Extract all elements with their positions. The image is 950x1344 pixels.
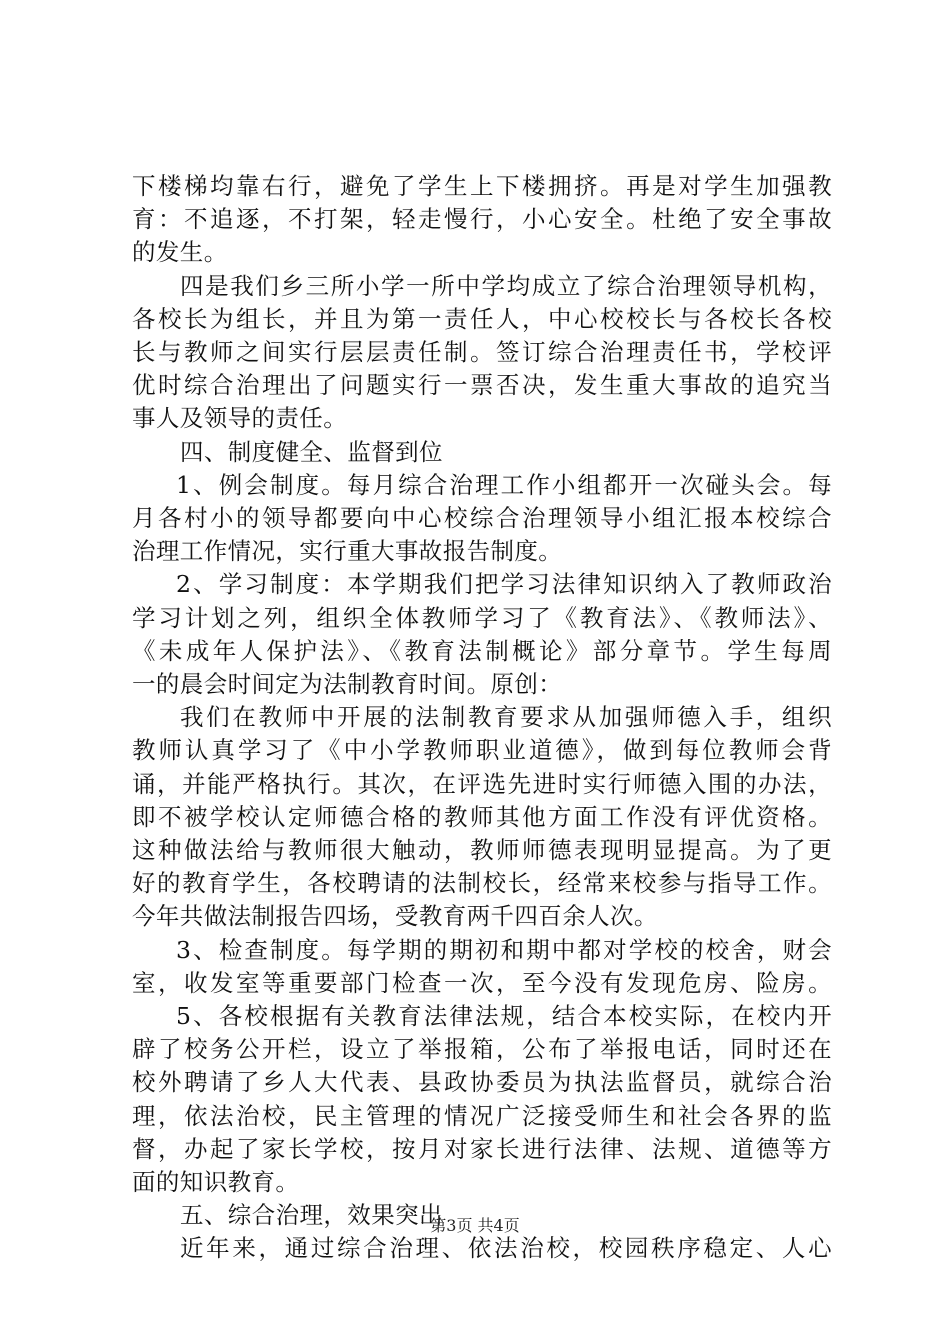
text-line: 校外聘请了乡人大代表、县政协委员为执法监督员，就综合治: [132, 1068, 832, 1096]
text-line: 督，办起了家长学校，按月对家长进行法律、法规、道德等方: [132, 1135, 832, 1163]
text-line: 辟了校务公开栏，设立了举报箱，公布了举报电话，同时还在: [132, 1035, 832, 1063]
text-line: 事人及领导的责任。: [132, 404, 348, 432]
text-line: 室，收发室等重要部门检查一次，至今没有发现危房、险房。: [132, 969, 832, 997]
text-line: 育：不追逐，不打架，轻走慢行，小心安全。杜绝了安全事故: [132, 205, 832, 233]
section-heading: 五、综合治理，效果突出: [180, 1201, 443, 1229]
text-line: 面的知识教育。: [132, 1168, 300, 1196]
text-line: 3、检查制度。每学期的期初和期中都对学校的校舍，财会: [176, 936, 832, 964]
text-line: 今年共做法制报告四场，受教育两千四百余人次。: [132, 902, 658, 930]
text-line: 教师认真学习了《中小学教师职业道德》，做到每位教师会背: [132, 736, 832, 764]
text-line: 优时综合治理出了问题实行一票否决，发生重大事故的追究当: [132, 371, 832, 399]
text-line: 长与教师之间实行层层责任制。签订综合治理责任书，学校评: [132, 338, 832, 366]
text-line: 我们在教师中开展的法制教育要求从加强师德入手，组织: [180, 703, 832, 731]
text-line: 四是我们乡三所小学一所中学均成立了综合治理领导机构，: [180, 272, 832, 300]
text-line: 的发生。: [132, 238, 228, 266]
text-line: 即不被学校认定师德合格的教师其他方面工作没有评优资格。: [132, 803, 832, 831]
text-line: 治理工作情况，实行重大事故报告制度。: [132, 537, 563, 565]
text-line: 诵，并能严格执行。其次，在评选先进时实行师德入围的办法，: [132, 770, 832, 798]
text-line: 理，依法治校，民主管理的情况广泛接受师生和社会各界的监: [132, 1102, 832, 1130]
text-line: 5、各校根据有关教育法律法规，结合本校实际，在校内开: [176, 1002, 832, 1030]
text-line: 下楼梯均靠右行，避免了学生上下楼拥挤。再是对学生加强教: [132, 172, 832, 200]
text-line: 学习计划之列，组织全体教师学习了《教育法》、《教师法》、: [132, 604, 832, 632]
text-line: 各校长为组长，并且为第一责任人，中心校校长与各校长各校: [132, 305, 832, 333]
text-line: 1、例会制度。每月综合治理工作小组都开一次碰头会。每: [176, 471, 832, 499]
text-line: 一的晨会时间定为法制教育时间。原创：: [132, 670, 563, 698]
text-line: 2、学习制度：本学期我们把学习法律知识纳入了教师政治: [176, 570, 832, 598]
page-footer: 第3页 共4页: [430, 1216, 520, 1235]
text-line: 好的教育学生，各校聘请的法制校长，经常来校参与指导工作。: [132, 869, 832, 897]
text-line: 月各村小的领导都要向中心校综合治理领导小组汇报本校综合: [132, 504, 832, 532]
text-line: 近年来，通过综合治理、依法治校，校园秩序稳定、人心: [180, 1234, 832, 1262]
text-line: 这种做法给与教师很大触动，教师师德表现明显提高。为了更: [132, 836, 832, 864]
text-line: 《未成年人保护法》、《教育法制概论》部分章节。学生每周: [132, 637, 832, 665]
section-heading: 四、制度健全、监督到位: [180, 438, 443, 466]
